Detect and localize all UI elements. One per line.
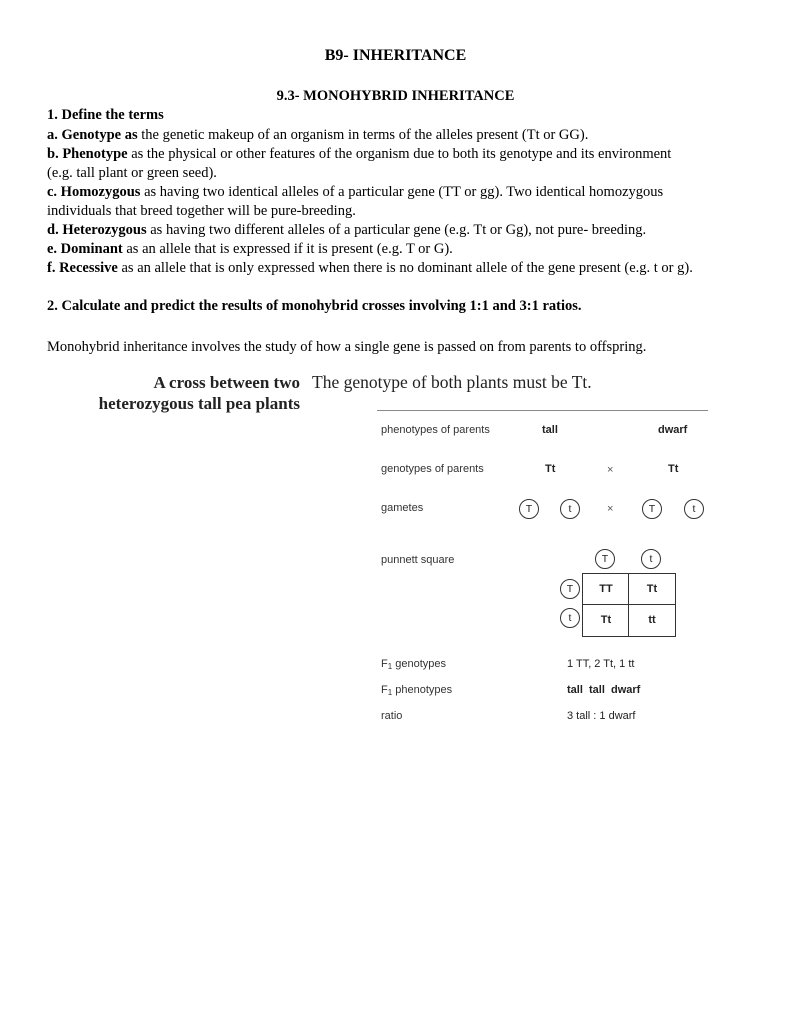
figure-note: The genotype of both plants must be Tt. [312,372,592,392]
definition-heterozygous: d. Heterozygous as having two different alleles of a particular gene (e.g. Tt or Gg), not pure- breeding. [47,222,647,238]
punnett-col-header: T [595,549,615,569]
section2-heading: 2. Calculate and predict the results of monohybrid crosses involving 1:1 and 3:1 ratios. [47,298,582,314]
definition-recessive: f. Recessive as an allele that is only expressed when there is no dominant allele of the gene present (e.g. t or g). [47,260,693,276]
term-phenotype: b. Phenotype [47,146,128,162]
parent-phenotype-2: dwarf [658,424,688,436]
term-genotype: a. Genotype as [47,127,138,143]
gamete-circle: T [519,499,539,519]
label-f1-genotypes: $F_1$ genotypes [381,658,447,671]
term-dominant: e. Dominant [47,241,123,257]
f1-genotypes-value: 1 TT, 2 Tt, 1 tt [567,658,635,670]
label-f1-phenotypes: $F_1$ phenotypes [381,684,453,697]
term-homozygous: c. Homozygous [47,184,141,200]
gamete-circle: t [560,499,580,519]
definition-phenotype-cont: (e.g. tall plant or green seed). [47,165,217,181]
section1-heading: 1. Define the terms [47,107,164,123]
definition-dominant: e. Dominant as an allele that is expressed if it is present (e.g. T or G). [47,241,453,257]
section-subtitle: 9.3- MONOHYBRID INHERITANCE [276,88,515,104]
term-recessive: f. Recessive [47,260,118,276]
figure-divider [377,410,708,411]
punnett-square [582,573,676,637]
gamete-circle: t [684,499,704,519]
label-genotypes-of-parents: genotypes of parents [381,463,484,475]
gamete-circle: T [642,499,662,519]
punnett-row-header: T [560,579,580,599]
label-ratio: ratio [381,710,403,722]
definition-homozygous: c. Homozygous as having two identical alleles of a particular gene (TT or gg). Two identical homozygous [47,184,664,200]
label-phenotypes-of-parents: phenotypes of parents [381,424,490,436]
page-title: B9- INHERITANCE [324,47,467,64]
intro-paragraph: Monohybrid inheritance involves the study of how a single gene is passed on from parents to offspring. [47,339,647,355]
punnett-cell: TT [599,583,613,595]
punnett-cell: tt [648,614,656,626]
parent-genotype-2: Tt [668,463,679,475]
punnett-cell: Tt [646,583,658,595]
definition-homozygous-cont: individuals that breed together will be pure-breeding. [47,203,356,219]
f1-phenotypes-value: tall tall dwarf [567,684,641,696]
figure-heading: A cross between two heterozygous tall pea plants [98,373,300,413]
cross-symbol: × [607,503,614,515]
cross-symbol: × [607,464,614,476]
parent-genotype-1: Tt [545,463,556,475]
definition-phenotype: b. Phenotype as the physical or other features of the organism due to both its genotype and its environment [47,146,672,162]
term-heterozygous: d. Heterozygous [47,222,147,238]
punnett-row-header: t [560,608,580,628]
punnett-col-header: t [641,549,661,569]
label-punnett-square: punnett square [381,554,455,566]
parent-phenotype-1: tall [542,424,558,436]
label-gametes: gametes [381,502,424,514]
punnett-cell: Tt [600,614,612,626]
definition-genotype: a. Genotype as the genetic makeup of an organism in terms of the alleles present (Tt or GG). [47,127,589,143]
ratio-value: 3 tall : 1 dwarf [567,710,636,722]
